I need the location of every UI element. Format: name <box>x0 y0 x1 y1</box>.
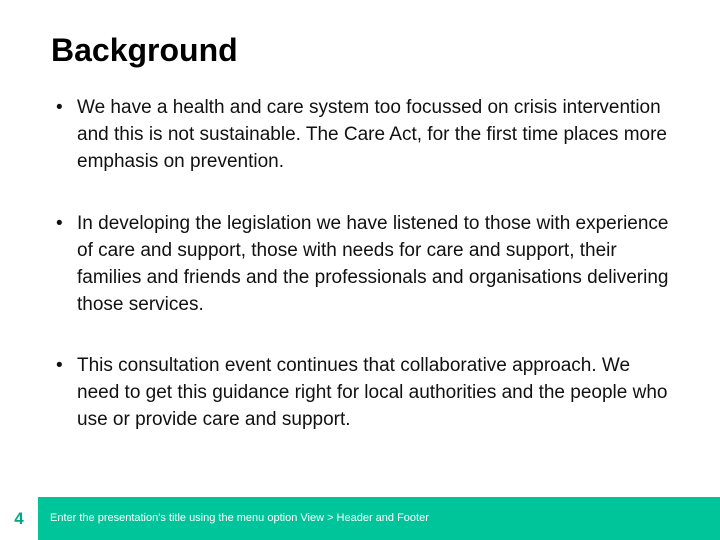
bullet-item <box>56 94 676 175</box>
bullet-text: We have a health and care system too focussed on crisis intervention and this is not sustainable. The Care Act, for the first time places more emphasis on prevention. <box>77 97 667 172</box>
bullet-item <box>56 352 676 433</box>
bullet-point-icon: • <box>56 355 63 376</box>
bullet-item <box>56 210 676 318</box>
footer-bar <box>0 497 720 540</box>
bullet-text: In developing the legislation we have listened to those with experience of care and support, those with needs for care and support, their families and friends and the professionals and organisations delivering those services. <box>77 213 669 315</box>
bullet-point-icon: • <box>56 213 63 234</box>
bullet-point-icon: • <box>56 97 63 118</box>
slide-number-box <box>0 497 38 540</box>
footer-text: Enter the presentation's title using the menu option View > Header and Footer <box>50 512 429 524</box>
slide-number: 4 <box>14 509 24 528</box>
slide-title: Background <box>51 32 238 68</box>
bullet-text: This consultation event continues that collaborative approach. We need to get this guidance right for local authorities and the people who use or provide care and support. <box>77 355 668 430</box>
